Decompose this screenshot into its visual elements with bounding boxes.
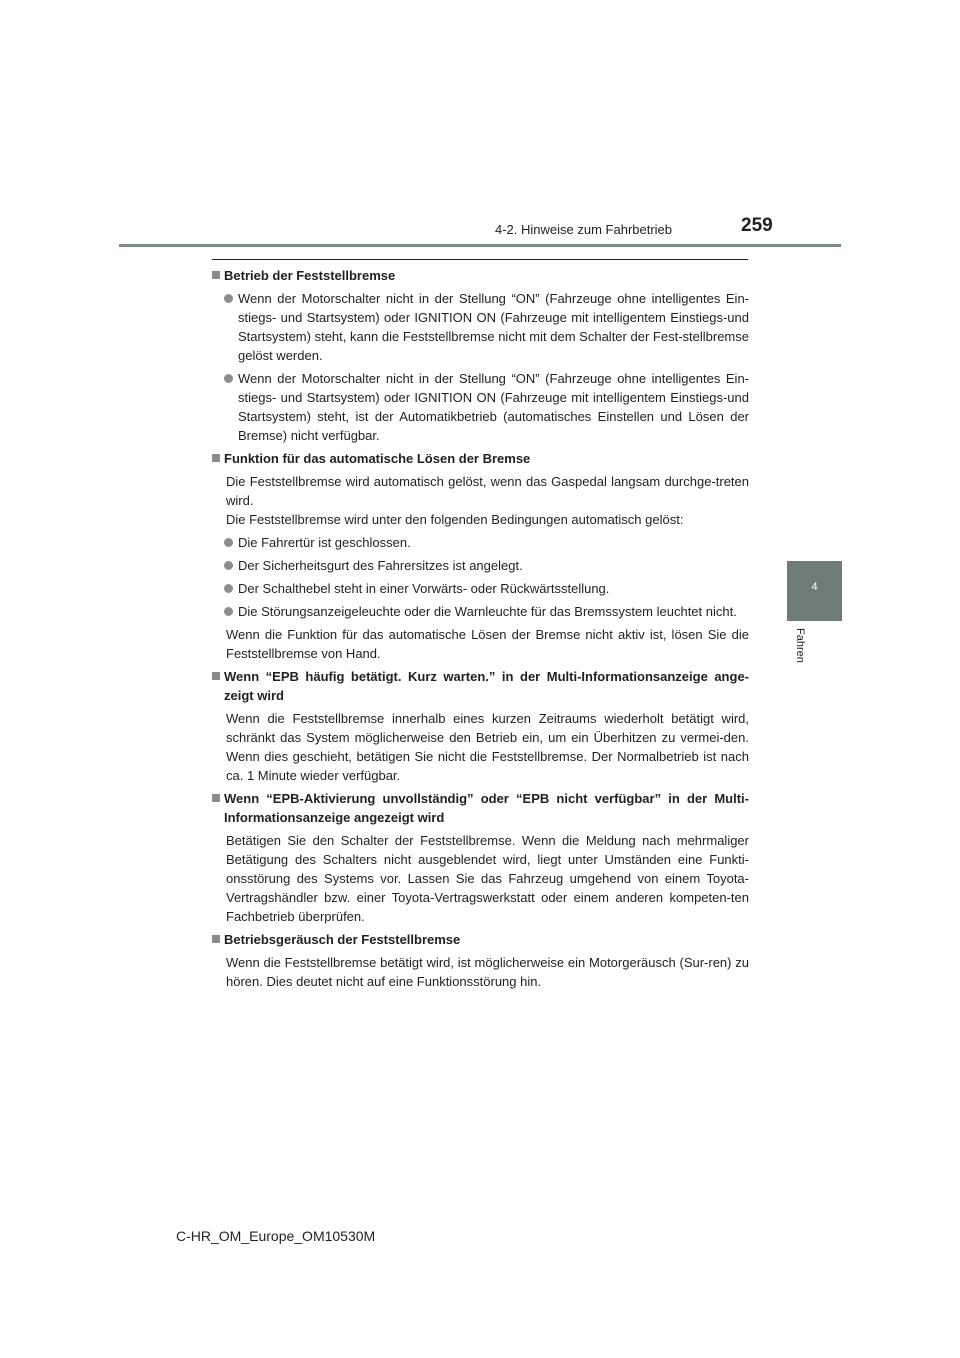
round-bullet-icon [224,584,233,593]
section-heading: Wenn “EPB häufig betätigt. Kurz warten.” in der Multi-Informationsanzeige ange-zeigt wird [212,667,749,705]
round-bullet-icon [224,294,233,303]
header-section-title: 4-2. Hinweise zum Fahrbetrieb [495,222,673,237]
square-bullet-icon [212,454,220,462]
chapter-number: 4 [811,581,818,593]
square-bullet-icon [212,794,220,802]
paragraph: Wenn die Feststellbremse innerhalb eines kurzen Zeitraums wiederholt betätigt wird, schränkt das System möglicherweise den Betrieb ein, um ein Überhitzen zu vermei-den. Wenn dies geschieht, betätigen Sie nicht die Feststellbremse. Der Normalbetrieb ist nach ca. 1 Minute wieder verfügbar. [226,711,749,783]
list-item: Die Fahrertür ist geschlossen. [212,533,749,552]
section-heading: Betrieb der Feststellbremse [212,266,749,285]
header-rule [119,244,841,247]
square-bullet-icon [212,271,220,279]
square-bullet-icon [212,935,220,943]
content-area [212,266,749,995]
chapter-tab[interactable] [787,561,842,621]
content-top-rule [212,259,748,260]
footer-doc-id: C-HR_OM_Europe_OM10530M [176,1228,376,1244]
square-bullet-icon [212,672,220,680]
round-bullet-icon [224,561,233,570]
section-heading: Betriebsgeräusch der Feststellbremse [212,930,749,949]
section-epb-haeufig [212,667,749,785]
list-item: Wenn der Motorschalter nicht in der Stellung “ON” (Fahrzeuge ohne intelligentes Ein-stiegs- und Startsystem) oder IGNITION ON (Fahrzeuge mit intelligentem Einstiegs-und Startsystem) steht, ist der Automatikbetrieb (automatisches Einstellen und Lösen der Bremse) nicht verfügbar. [212,369,749,445]
round-bullet-icon [224,374,233,383]
list-item: Die Störungsanzeigeleuchte oder die Warnleuchte für das Bremssystem leuchtet nicht. [212,602,749,621]
round-bullet-icon [224,538,233,547]
section-automatisches-loesen [212,449,749,663]
section-epb-unvollstaendig [212,789,749,926]
paragraph: Wenn die Feststellbremse betätigt wird, ist möglicherweise ein Motorgeräusch (Sur-ren) zu hören. Dies deutet nicht auf eine Funktionsstörung hin. [226,955,749,989]
section-heading: Funktion für das automatische Lösen der Bremse [212,449,749,468]
round-bullet-icon [224,607,233,616]
paragraph: Wenn die Funktion für das automatische Lösen der Bremse nicht aktiv ist, lösen Sie die Feststellbremse von Hand. [226,627,749,661]
list-item: Wenn der Motorschalter nicht in der Stellung “ON” (Fahrzeuge ohne intelligentes Ein-stiegs- und Startsystem) oder IGNITION ON (Fahrzeuge mit intelligentem Einstiegs-und Startsystem) steht, kann die Feststellbremse nicht mit dem Schalter der Fest-stellbremse gelöst werden. [212,289,749,365]
paragraph: Die Feststellbremse wird unter den folgenden Bedingungen automatisch gelöst: [226,512,684,527]
list-item: Der Sicherheitsgurt des Fahrersitzes ist angelegt. [212,556,749,575]
chapter-label [794,628,808,688]
paragraph: Die Feststellbremse wird automatisch gelöst, wenn das Gaspedal langsam durchge-treten wird. [226,474,749,508]
list-item: Der Schalthebel steht in einer Vorwärts- oder Rückwärtsstellung. [212,579,749,598]
section-betriebsgeraeusch [212,930,749,991]
section-heading: Wenn “EPB-Aktivierung unvollständig” oder “EPB nicht verfügbar” in der Multi-Informationsanzeige angezeigt wird [212,789,749,827]
paragraph: Betätigen Sie den Schalter der Feststellbremse. Wenn die Meldung nach mehrmaliger Betätigung des Schalters nicht ausgeblendet wird, liegt unter Umständen eine Funkti-onsstörung des Systems vor. Lassen Sie das Fahrzeug umgehend von einem Toyota-Vertragshändler bzw. einer Toyota-Vertragswerkstatt oder einem anderen kompeten-ten Fachbetrieb überprüfen. [226,833,749,924]
page-number: 259 [741,215,773,236]
chapter-label-text: Fahren [794,628,806,663]
section-feststellbremse-betrieb [212,266,749,445]
